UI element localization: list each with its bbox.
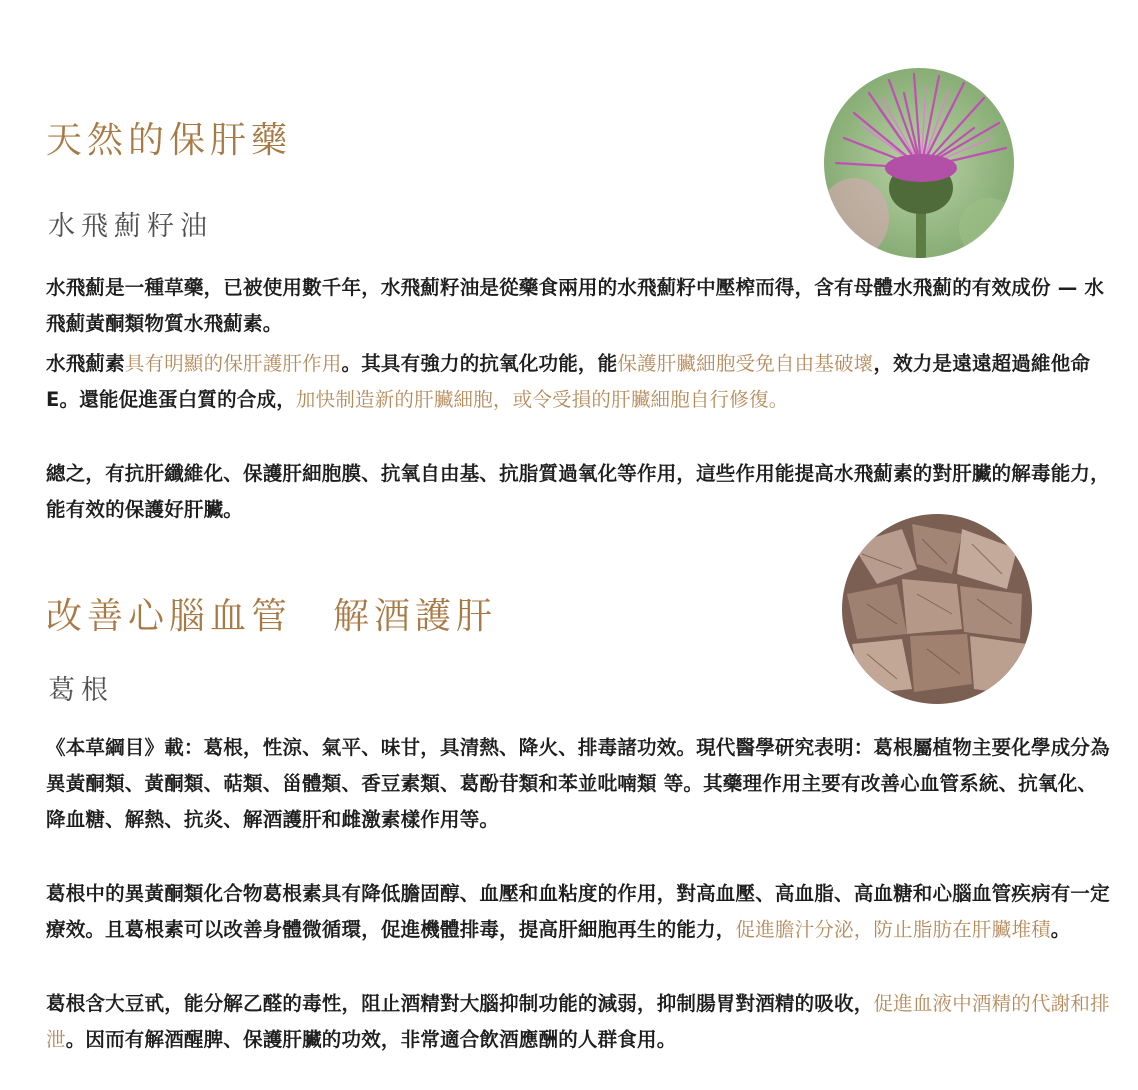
section2-paragraph-3 bbox=[46, 986, 1116, 1058]
highlight-text: 具有明顯的保肝護肝作用 bbox=[124, 352, 342, 375]
text-span: 葛根中的異黃酮類化合物葛根素具有降低膽固醇、血壓和血粘度的作用，對高血壓、高血脂、高血糖和心腦血管疾病有一定療效。且葛根素可以改善身體微循環，促進機體排毒，提高肝細胞再生的能力， bbox=[46, 882, 1110, 941]
section1-title: 天然的保肝藥 bbox=[46, 120, 293, 161]
section1-paragraph-2 bbox=[46, 346, 1116, 418]
section2-paragraph-2 bbox=[46, 876, 1116, 948]
section1-paragraph-3: 總之，有抗肝纖維化、保護肝細胞膜、抗氧自由基、抗脂質過氧化等作用，這些作用能提高水飛薊素的對肝臟的解毒能力，能有效的保護好肝臟。 bbox=[46, 462, 1110, 521]
text-span: 。其具有強力的抗氧化功能，能 bbox=[341, 352, 618, 375]
section2-paragraph-1: 《本草綱目》載：葛根，性涼、氣平、味甘，具清熱、降火、排毒諸功效。現代醫學研究表明：葛根屬植物主要化學成分為異黃酮類、黃酮類、萜類、甾體類、香豆素類、葛酚苷類和苯並吡喃類 等。其藥理作用主要有改善心血管系統、抗氧化、降血糖、解熱、抗炎、解酒護肝和雌激素樣作用等。 bbox=[46, 736, 1110, 831]
text-span: 。因而有解酒醒脾、保護肝臟的功效，非常適合飲酒應酬的人群食用。 bbox=[65, 1028, 677, 1051]
section1-paragraph-1: 水飛薊是一種草藥，已被使用數千年，水飛薊籽油是從藥食兩用的水飛薊籽中壓榨而得，含有母體水飛薊的有效成份 — 水飛薊黃酮類物質水飛薊素。 bbox=[46, 276, 1105, 335]
text-span: 葛根含大豆甙，能分解乙醛的毒性，阻止酒精對大腦抑制功能的減弱，抑制腸胃對酒精的吸收， bbox=[46, 992, 874, 1015]
text-span: 。 bbox=[1050, 918, 1071, 941]
highlight-text: 保護肝臟細胞受免自由基破壞 bbox=[617, 352, 874, 375]
highlight-text: 促進血液中酒精的代謝和排泄 bbox=[46, 992, 1110, 1051]
highlight-text: 加快制造新的肝臟細胞，或令受損的肝臟細胞自行修復。 bbox=[295, 388, 789, 411]
milk-thistle-image bbox=[824, 68, 1014, 258]
highlight-text: 促進膽汁分泌，防止脂肪在肝臟堆積 bbox=[735, 918, 1051, 941]
section2-title: 改善心腦血管 解酒護肝 bbox=[46, 596, 498, 637]
kudzu-root-pieces-icon bbox=[842, 514, 1032, 704]
section1-subtitle: 水飛薊籽油 bbox=[48, 211, 213, 242]
text-span: 水飛薊素 bbox=[46, 352, 125, 375]
milk-thistle-flower-icon bbox=[824, 68, 1014, 258]
section2-subtitle: 葛根 bbox=[48, 675, 114, 706]
kudzu-root-image bbox=[842, 514, 1032, 704]
text-span: ，效力是遠遠超過維他命E。還能促進蛋白質的合成， bbox=[46, 352, 1091, 411]
